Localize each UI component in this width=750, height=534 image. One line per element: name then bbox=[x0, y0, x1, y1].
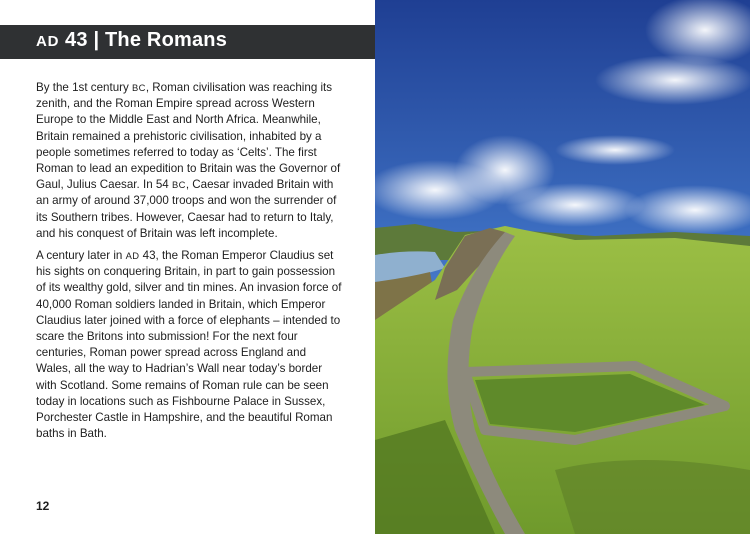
text-run: By the 1st century bbox=[36, 81, 133, 94]
body-text bbox=[36, 80, 344, 448]
page-title bbox=[36, 29, 227, 52]
small-caps-abbrev: BC bbox=[132, 82, 146, 93]
text-run: , Roman civilisation was reaching its zenith, and the Roman Empire spread across Western Europe to the Middle East and North Africa. Meanwhile, Britain remained a prehistoric civilisation, inhabited by a people sometimes referred to today as ‘Celts’. The first Roman to lead an expedition to Britain was the Governor of Gaul, Julius Caesar. In 54 bbox=[36, 81, 341, 192]
title-separator: | bbox=[93, 29, 100, 51]
small-caps-abbrev: AD bbox=[125, 250, 140, 262]
title-bar bbox=[0, 25, 375, 59]
text-run: , Caesar invaded Britain with an army of around 37,000 troops and won the surrender of its Southern tribes. However, Caesar had to return to Italy, and his conquest of Britain was left incomplete. bbox=[36, 178, 337, 240]
small-caps-abbrev: BC bbox=[171, 179, 186, 191]
landscape-photo-icon bbox=[375, 0, 750, 534]
text-run: A century later in bbox=[36, 249, 126, 263]
title-year: 43 bbox=[65, 29, 88, 51]
title-era: AD bbox=[36, 33, 60, 50]
body-paragraph bbox=[36, 80, 344, 242]
page-number: 12 bbox=[36, 499, 50, 513]
text-run: 43, the Roman Emperor Claudius set his sights on conquering Britain, in part to gain possession of its wealthy gold, silver and tin mines. An invasion force of 40,000 Roman soldiers landed in Britain, which Emperor Claudius later joined with a force of elephants – intended to scare the Britons into submission! For the next four centuries, Roman power spread across England and Wales, all the way to Hadrian’s Wall near today’s border with Scotland. Some remains of Roman rule can be seen today in locations such as Fishbourne Palace in Sussex, Porchester Castle in Hampshire, and the beautiful Roman baths in Bath. bbox=[36, 249, 342, 441]
title-text: The Romans bbox=[105, 29, 228, 51]
body-paragraph bbox=[36, 248, 344, 442]
hadrians-wall-photo bbox=[375, 0, 750, 534]
